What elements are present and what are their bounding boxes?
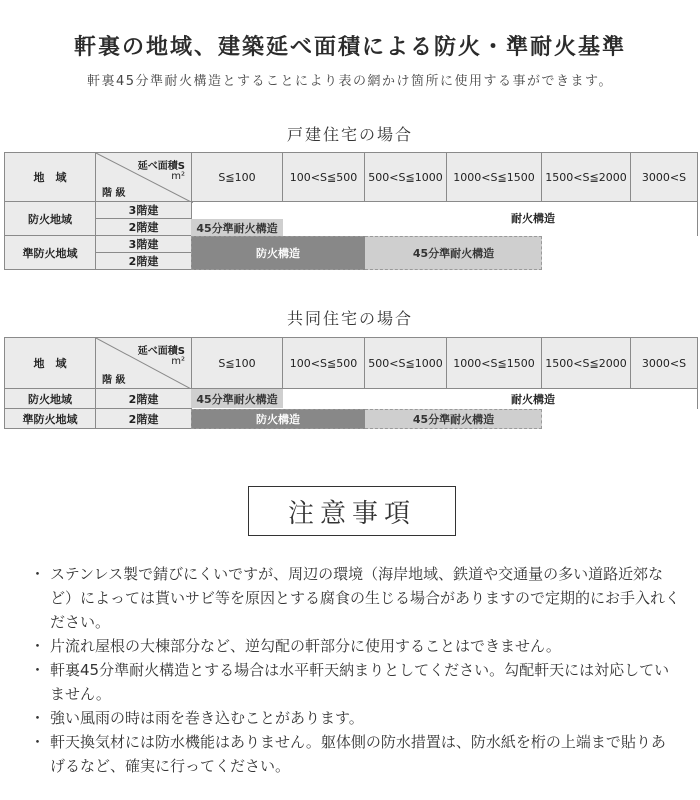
notice-text: 軒天換気材には防水機能はありません。躯体側の防水措置は、防水紙を桁の上端まで貼りあげるなど、確実に行ってください。 [50,733,666,775]
qs45-bar: 45分準耐火構造 [191,389,283,408]
notice-text: 強い風雨の時は雨を巻き込むことがあります。 [50,709,364,727]
region-label-semi-fire: 準防火地域 [4,235,96,270]
floor-label: 3階建 [95,201,192,219]
col-header: 1500<S≦2000 [541,337,631,389]
floor-label: 2階建 [95,252,192,270]
floor-label: 2階建 [95,408,192,429]
unit-label: m² [171,171,185,182]
col-header: 100<S≦500 [282,152,365,202]
floor-label: 2階建 [95,388,192,409]
col-header: S≦100 [191,152,283,202]
qs45-bar: 45分準耐火構造 [191,219,283,236]
bullet-marker: ・ [30,637,46,655]
region-label-fire: 防火地域 [4,388,96,409]
region-header: 地 域 [4,152,96,202]
floor-label: 2階建 [95,218,192,236]
col-header: 1000<S≦1500 [446,152,542,202]
notice-item [30,634,680,658]
corner-header [95,337,192,389]
fire-prevention-bar: 防火構造 [191,409,365,429]
col-header: 500<S≦1000 [364,152,447,202]
bullet-marker: ・ [30,733,46,751]
col-header: 1500<S≦2000 [541,152,631,202]
dashed-outline [191,409,542,429]
table2 [4,337,698,429]
fire-prevention-bar: 防火構造 [191,236,365,270]
notice-list [30,562,680,778]
corner-header [95,152,192,202]
fireproof-label: 耐火構造 [511,393,555,406]
region-label-semi-fire: 準防火地域 [4,408,96,429]
unit-label: m² [171,356,185,367]
notice-text: 片流れ屋根の大棟部分など、逆勾配の軒部分に使用することはできません。 [50,637,561,655]
table1-title: 戸建住宅の場合 [286,125,413,144]
page-subtitle: 軒裏45分準耐火構造とすることにより表の網かけ箇所に使用する事ができます。 [86,74,613,89]
qs45-bar-b: 45分準耐火構造 [365,409,542,429]
table2-title: 共同住宅の場合 [286,309,413,328]
floors-label: 階 級 [102,375,126,386]
bullet-marker: ・ [30,709,46,727]
notice-item [30,730,680,778]
col-header: 100<S≦500 [282,337,365,389]
col-header: 1000<S≦1500 [446,337,542,389]
notice-title: 注意事項 [248,486,456,536]
notice-item [30,706,680,730]
page-title: 軒裏の地域、建築延べ面積による防火・準耐火基準 [73,35,626,60]
table1 [4,152,698,270]
area-label: 延べ面積S [137,346,185,357]
col-header: 3000<S [630,152,698,202]
dashed-outline [191,236,542,270]
notice-item [30,658,680,706]
region-label-fire: 防火地域 [4,201,96,236]
qs45-bar-b: 45分準耐火構造 [365,236,542,270]
col-header: 500<S≦1000 [364,337,447,389]
col-header: 3000<S [630,337,698,389]
fireproof-label: 耐火構造 [511,212,555,225]
bullet-marker: ・ [30,565,46,583]
floors-label: 階 級 [102,188,126,199]
notice-text: ステンレス製で錆びにくいですが、周辺の環境（海岸地域、鉄道や交通量の多い道路近郊など）によっては貰いサビ等を原因とする腐食の生じる場合がありますので定期的にお手入れください。 [50,565,681,631]
col-header: S≦100 [191,337,283,389]
floor-label: 3階建 [95,235,192,253]
area-label: 延べ面積S [137,161,185,172]
notice-text: 軒裏45分準耐火構造とする場合は水平軒天納まりとしてください。勾配軒天には対応していません。 [50,661,670,703]
notice-item [30,562,680,634]
region-header: 地 域 [4,337,96,389]
bullet-marker: ・ [30,661,46,679]
